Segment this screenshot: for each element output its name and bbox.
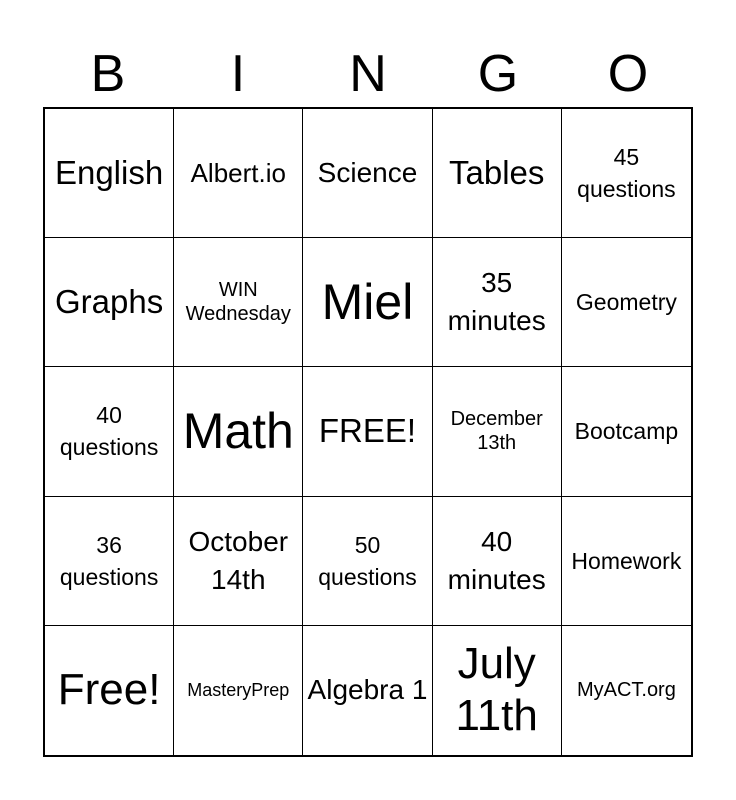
bingo-cell[interactable] — [174, 238, 303, 367]
bingo-cell[interactable] — [433, 626, 562, 755]
cell-label: Bootcamp — [574, 418, 679, 445]
cell-label: Homework — [571, 547, 682, 574]
bingo-cell[interactable] — [174, 497, 303, 626]
cell-label: Miel — [321, 274, 414, 331]
header-letter-b: B — [90, 45, 126, 103]
cell-label: October 14th — [188, 525, 289, 595]
cell-label: Graphs — [54, 283, 164, 321]
cell-label: 40 questions — [59, 402, 159, 461]
cell-label: 45 questions — [577, 144, 676, 203]
cell-label: July 11th — [455, 639, 538, 741]
bingo-cell[interactable] — [174, 626, 303, 755]
cell-label: Geometry — [575, 289, 677, 316]
bingo-cell[interactable] — [303, 626, 432, 755]
cell-label: December 13th — [450, 408, 543, 455]
bingo-cell[interactable] — [45, 367, 174, 496]
bingo-cell[interactable] — [433, 497, 562, 626]
bingo-cell[interactable] — [45, 497, 174, 626]
cell-label: Science — [317, 157, 418, 189]
bingo-cell[interactable] — [562, 367, 691, 496]
bingo-board — [43, 107, 693, 757]
bingo-header — [43, 40, 693, 108]
cell-label: Albert.io — [190, 158, 286, 189]
header-letter-o: O — [607, 45, 649, 103]
header-letter-g: G — [477, 45, 519, 103]
bingo-cell[interactable] — [303, 109, 432, 238]
cell-label: English — [54, 154, 164, 192]
cell-label: MyACT.org — [576, 679, 676, 702]
cell-label: WIN Wednesday — [185, 279, 291, 326]
bingo-cell[interactable] — [303, 238, 432, 367]
bingo-cell[interactable] — [433, 367, 562, 496]
bingo-cell[interactable] — [45, 238, 174, 367]
bingo-cell[interactable] — [562, 238, 691, 367]
bingo-cell[interactable] — [45, 626, 174, 755]
cell-label: FREE! — [318, 412, 417, 450]
bingo-cell[interactable] — [562, 109, 691, 238]
header-letter-n: N — [349, 45, 387, 103]
cell-label: 50 questions — [318, 531, 417, 590]
free-space[interactable] — [303, 367, 432, 496]
cell-label: MasteryPrep — [187, 680, 290, 701]
cell-label: Algebra 1 — [307, 674, 428, 706]
cell-label: 40 minutes — [447, 525, 546, 595]
bingo-cell[interactable] — [433, 238, 562, 367]
header-letter-i: I — [230, 45, 246, 103]
bingo-cell[interactable] — [433, 109, 562, 238]
bingo-cell[interactable] — [562, 626, 691, 755]
cell-label: 36 questions — [59, 531, 159, 590]
cell-label: Free! — [57, 665, 161, 715]
bingo-cell[interactable] — [45, 109, 174, 238]
bingo-cell[interactable] — [562, 497, 691, 626]
cell-label: Math — [182, 403, 294, 460]
bingo-cell[interactable] — [174, 109, 303, 238]
bingo-cell[interactable] — [174, 367, 303, 496]
bingo-cell[interactable] — [303, 497, 432, 626]
cell-label: 35 minutes — [447, 267, 546, 337]
cell-label: Tables — [449, 154, 545, 192]
